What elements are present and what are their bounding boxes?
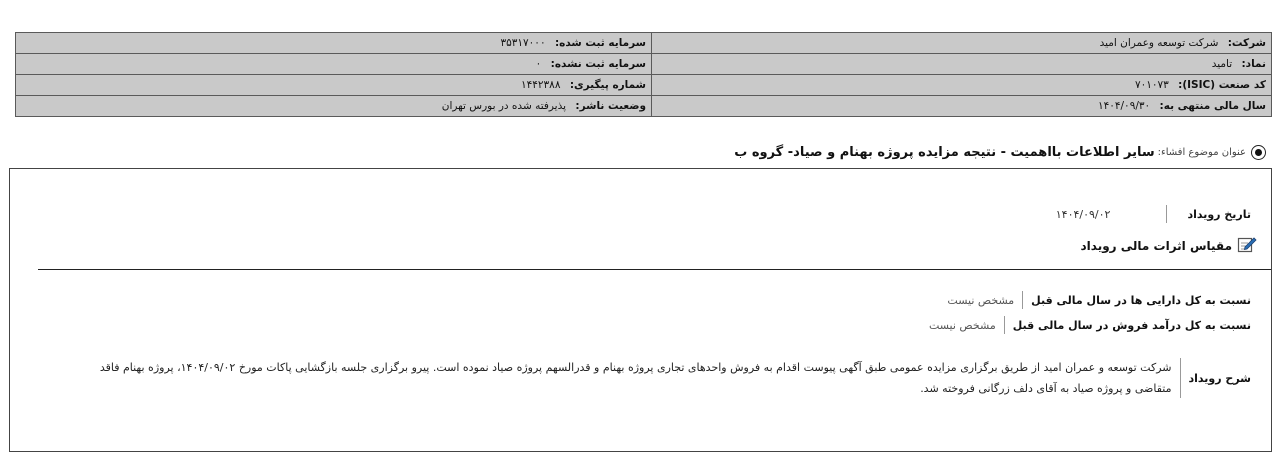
tracking-number-label: شماره پیگیری:: [569, 79, 646, 91]
info-row: [16, 54, 1272, 75]
company-cell: [652, 33, 1272, 54]
radio-selected-icon: [1251, 145, 1266, 160]
event-description-label: شرح رویداد: [1188, 371, 1251, 385]
ratio-assets-value: مشخص نیست: [947, 293, 1015, 307]
ratio-assets-label: نسبت به کل دارایی ها در سال مالی قبل: [1031, 293, 1251, 307]
event-description-text: شرکت توسعه و عمران امید از طریق برگزاری مزایده عمومی طبق آگهی پیوست اقدام به فروش واحدهای تجاری پروژه بهنام و قدرالسهم پروژه صیاد نموده است. پیرو برگزاری جلسه بازگشایی پاکات مورخ ۱۴۰۴/۰۹/۰۲، پروژه بهنام فاقد متقاضی و پروژه صیاد به آقای دلف زرگانی فروخته شد.: [99, 361, 1172, 395]
divider: [1166, 205, 1167, 223]
info-row: [16, 96, 1272, 117]
event-date-row: [1056, 205, 1251, 223]
publisher-status-value: پذیرفته شده در بورس تهران: [441, 100, 567, 112]
disclosure-subject: [734, 145, 1266, 160]
fiscal-year-cell: [652, 96, 1272, 117]
event-date-value: ۱۴۰۴/۰۹/۰۲: [1055, 207, 1111, 221]
capital-unregistered-value: ۰: [535, 58, 542, 70]
financial-effects-heading: [1081, 235, 1257, 256]
event-description-row: [92, 357, 1252, 399]
tracking-number-cell: [16, 75, 652, 96]
company-info-table: [15, 32, 1272, 117]
isic-value: ۷۰۱۰۷۳: [1134, 79, 1169, 91]
fiscal-year-label: سال مالی منتهی به:: [1159, 100, 1266, 112]
isic-label: کد صنعت (ISIC):: [1178, 79, 1266, 91]
tracking-number-value: ۱۴۴۲۳۸۸: [520, 79, 561, 91]
ratio-assets-row: [947, 291, 1251, 309]
edit-icon: [1237, 235, 1257, 256]
capital-unregistered-label: سرمایه ثبت نشده:: [550, 58, 646, 70]
divider: [1180, 358, 1181, 398]
divider: [1022, 291, 1023, 309]
company-label: شرکت:: [1227, 37, 1266, 49]
ratio-sales-row: [929, 316, 1251, 334]
info-row: [16, 75, 1272, 96]
section-divider: [38, 269, 1271, 270]
capital-registered-value: ۳۵۳۱۷۰۰۰: [500, 37, 546, 49]
financial-effects-label: مقیاس اثرات مالی رویداد: [1080, 238, 1232, 253]
subject-label: عنوان موضوع افشاء:: [1157, 147, 1246, 158]
capital-registered-cell: [16, 33, 652, 54]
ratio-sales-value: مشخص نیست: [928, 318, 996, 332]
company-value: شرکت توسعه وعمران امید: [1099, 37, 1219, 49]
symbol-value: تامید: [1211, 58, 1233, 70]
ratio-sales-label: نسبت به کل درآمد فروش در سال مالی قبل: [1012, 318, 1251, 332]
fiscal-year-value: ۱۴۰۴/۰۹/۳۰: [1097, 100, 1151, 112]
publisher-status-cell: [16, 96, 652, 117]
info-row: [16, 33, 1272, 54]
divider: [1004, 316, 1005, 334]
symbol-cell: [652, 54, 1272, 75]
subject-title: سایر اطلاعات بااهمیت - نتیجه مزایده پروژه بهنام و صیاد- گروه ب: [734, 145, 1155, 160]
publisher-status-label: وضعیت ناشر:: [575, 100, 646, 112]
event-date-label: تاریخ رویداد: [1187, 207, 1251, 221]
capital-unregistered-cell: [16, 54, 652, 75]
symbol-label: نماد:: [1241, 58, 1266, 70]
isic-cell: [652, 75, 1272, 96]
capital-registered-label: سرمایه ثبت شده:: [554, 37, 646, 49]
event-details-panel: [9, 168, 1272, 452]
